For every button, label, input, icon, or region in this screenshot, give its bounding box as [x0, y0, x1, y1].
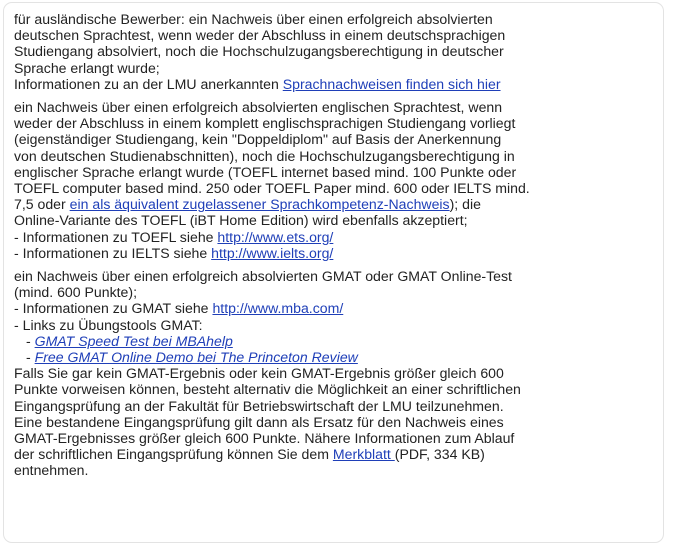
text-line — [14, 300, 655, 316]
text-line: (mind. 600 Punkte); — [14, 284, 137, 301]
gmat-speed-test-link[interactable]: GMAT Speed Test bei MBAhelp — [34, 332, 233, 349]
text-line: entnehmen. — [14, 462, 89, 479]
equivalent-certificate-link[interactable]: ein als äquivalent zugelassener Sprachkompetenz-Nachweis — [69, 196, 450, 213]
text-line: weder der Abschluss in einem komplett englischsprachigen Studiengang vorliegt — [14, 115, 516, 132]
text-fragment: - Informationen zu IELTS siehe — [14, 244, 212, 261]
text-line: Online-Variante des TOEFL (iBT Home Edition) wird ebenfalls akzeptiert; — [14, 212, 468, 229]
text-line: deutschen Sprachtest, wenn weder der Abschluss in einem deutschsprachigen — [14, 27, 506, 44]
text-line — [14, 76, 655, 92]
text-fragment: - Informationen zu GMAT siehe — [14, 300, 213, 317]
text-line — [14, 229, 655, 245]
text-fragment: ); die — [449, 196, 481, 213]
paragraph-german-language-test — [14, 11, 655, 92]
text-line — [14, 349, 655, 365]
text-fragment: - — [26, 349, 35, 366]
text-fragment: Informationen zu an der LMU anerkannten — [14, 75, 283, 92]
text-line: Sprache erlangt wurde; — [14, 59, 160, 76]
text-fragment: 7,5 oder — [14, 196, 70, 213]
text-line: Falls Sie gar kein GMAT-Ergebnis oder kein GMAT-Ergebnis größer gleich 600 — [14, 365, 504, 382]
text-line: englischer Sprache erlangt wurde (TOEFL internet based mind. 100 Punkte oder — [14, 163, 517, 180]
text-line: Eine bestandene Eingangsprüfung gilt dann als Ersatz für den Nachweis eines — [14, 413, 504, 430]
text-line: Punkte vorweisen können, besteht alternativ die Möglichkeit an einer schriftlichen — [14, 381, 521, 398]
merkblatt-link[interactable]: Merkblatt — [332, 446, 395, 463]
text-line: GMAT-Ergebnisses größer gleich 600 Punkte. Nähere Informationen zum Ablauf — [14, 430, 515, 447]
paragraph-gmat — [14, 268, 655, 479]
text-line: ein Nachweis über einen erfolgreich absolvierten GMAT oder GMAT Online-Test — [14, 268, 512, 285]
content-panel — [3, 2, 664, 543]
text-line: von deutschen Studienabschnitten), noch die Hochschulzugangsberechtigung in — [14, 147, 515, 164]
text-line: TOEFL computer based mind. 250 oder TOEFL Paper mind. 600 oder IELTS mind. — [14, 180, 530, 197]
text-line: (eigenständiger Studiengang, kein "Doppeldiplom" auf Basis der Anerkennung — [14, 131, 502, 148]
text-line: Studiengang absolviert, noch die Hochschulzugangsberechtigung in deutscher — [14, 43, 504, 60]
toefl-link[interactable]: http://www.ets.org/ — [217, 228, 334, 245]
text-fragment: - Informationen zu TOEFL siehe — [14, 228, 218, 245]
text-fragment: der schriftlichen Eingangsprüfung können Sie dem — [14, 446, 333, 463]
language-certificates-link[interactable]: Sprachnachweisen finden sich hier — [282, 75, 501, 92]
text-line: ein Nachweis über einen erfolgreich absolvierten englischen Sprachtest, wenn — [14, 99, 503, 116]
gmat-demo-link[interactable]: Free GMAT Online Demo bei The Princeton Review — [34, 349, 358, 366]
text-line: Eingangsprüfung an der Fakultät für Betriebswirtschaft der LMU teilzunehmen. — [14, 397, 504, 414]
text-line — [14, 446, 655, 462]
text-line — [14, 333, 655, 349]
text-line — [14, 245, 655, 261]
ielts-link[interactable]: http://www.ielts.org/ — [211, 244, 334, 261]
text-line — [14, 196, 655, 212]
text-line: - Links zu Übungstools GMAT: — [14, 316, 203, 333]
paragraph-english-language-test — [14, 99, 655, 261]
text-fragment: - — [26, 332, 35, 349]
text-line: für ausländische Bewerber: ein Nachweis über einen erfolgreich absolvierten — [14, 11, 493, 27]
gmat-link[interactable]: http://www.mba.com/ — [212, 300, 344, 317]
text-fragment: (PDF, 334 KB) — [394, 446, 485, 463]
